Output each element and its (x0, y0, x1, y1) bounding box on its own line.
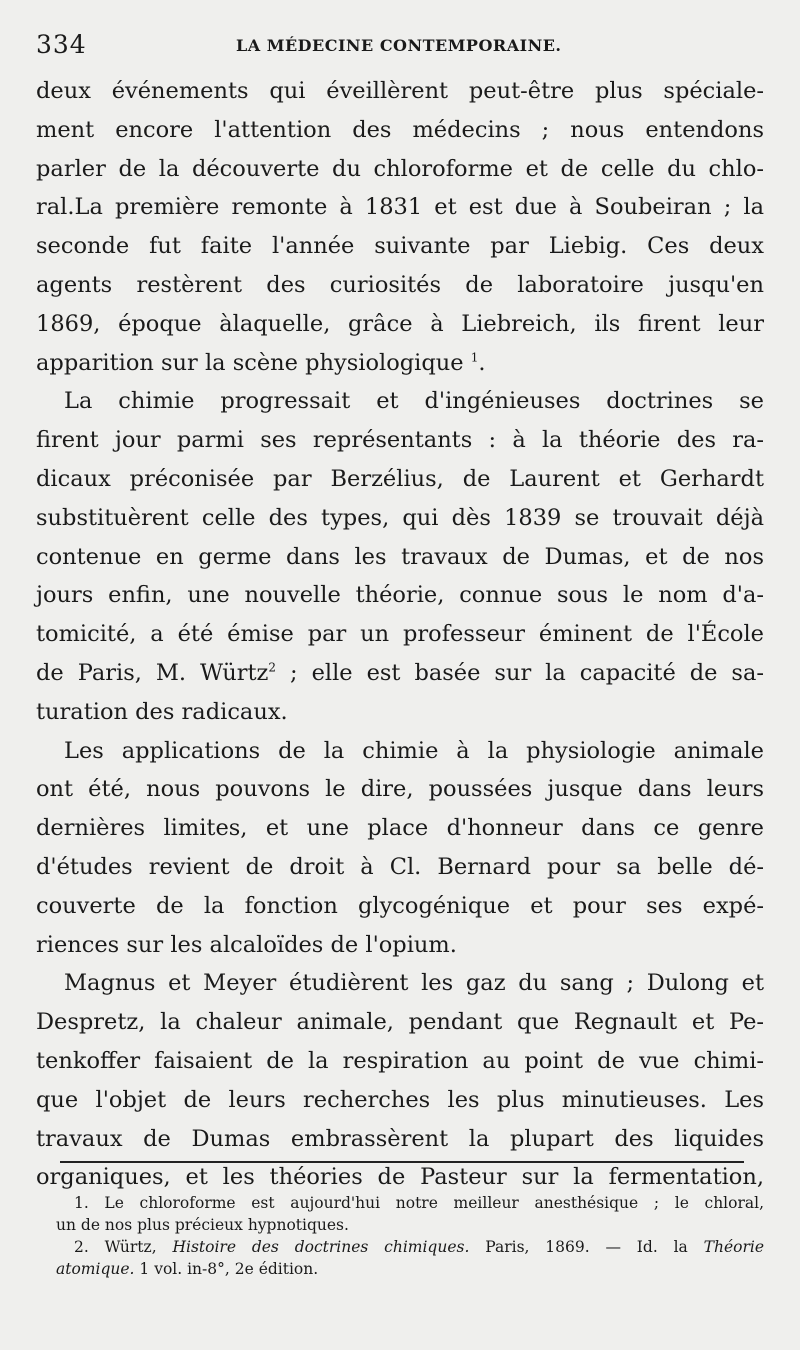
text-line: deux événements qui éveillèrent peut-être plus spéciale- (36, 78, 764, 104)
text-line: que l'objet de leurs recherches les plus minutieuses. Les (36, 1086, 764, 1113)
text-line: jours enfin, une nouvelle théorie, connue sous le nom d'a- (36, 582, 764, 609)
text-line: La chimie progressait et d'ingénieuses doctrines se (64, 388, 764, 415)
footnote-2-prefix: 2. Würtz, (74, 1238, 157, 1256)
footnote-2-title: Histoire des doctrines chimiques. (172, 1238, 470, 1256)
text-line: riences sur les alcaloïdes de l'opium. (36, 931, 457, 958)
text-line: seconde fut faite l'année suivante par Liebig. Ces deux (36, 233, 764, 260)
footnote-2-title-part: Théorie (703, 1238, 764, 1256)
text-segment: . (478, 349, 486, 376)
running-title: LA MÉDECINE CONTEMPORAINE. (236, 36, 562, 55)
text-line (36, 344, 764, 383)
text-segment: apparition sur la scène physiologique (36, 349, 464, 376)
text-line: Les applications de la chimie à la physiologie animale (64, 737, 764, 764)
footnotes (56, 1192, 764, 1280)
footnote-2-line (56, 1258, 764, 1280)
text-line: ont été, nous pouvons le dire, poussées jusque dans leurs (36, 776, 764, 803)
footnote-2-mid: Paris, 1869. — Id. la (485, 1238, 688, 1256)
text-line: ral.La première remonte à 1831 et est due à Soubeiran ; la (36, 194, 764, 221)
text-line: dernières limites, et une place d'honneur dans ce genre (36, 815, 764, 842)
text-line: dicaux préconisée par Berzélius, de Laurent et Gerhardt (36, 465, 764, 492)
footnote-1-line: 1. Le chloroforme est aujourd'hui notre meilleur anesthésique ; le chloral, (74, 1194, 764, 1212)
page-header (36, 30, 766, 66)
text-line: travaux de Dumas embrassèrent la plupart des liquides (36, 1125, 764, 1152)
text-line: agents restèrent des curiosités de laboratoire jusqu'en (36, 271, 764, 298)
text-line: couverte de la fonction glycogénique et pour ses expé- (36, 892, 764, 919)
footnote-ref-2: 2 (268, 660, 277, 675)
text-line: tenkoffer faisaient de la respiration au point de vue chimi- (36, 1047, 764, 1074)
footnote-divider (60, 1161, 744, 1163)
text-line: firent jour parmi ses représentants : à la théorie des ra- (36, 427, 764, 454)
text-line: turation des radicaux. (36, 698, 288, 725)
text-line (36, 654, 764, 693)
text-line: organiques, et les théories de Pasteur sur la fermentation, (36, 1164, 764, 1191)
text-line: d'études revient de droit à Cl. Bernard pour sa belle dé- (36, 853, 764, 880)
text-line: 1869, époque àlaquelle, grâce à Liebreich, ils firent leur (36, 310, 764, 337)
text-segment: de Paris, M. Würtz (36, 659, 269, 686)
footnote-1-line: un de nos plus précieux hypnotiques. (56, 1216, 349, 1234)
body-text (36, 72, 764, 1197)
text-line: ment encore l'attention des médecins ; nous entendons (36, 116, 764, 143)
text-segment: ; elle est basée sur la capacité de sa- (290, 659, 764, 686)
text-line: parler de la découverte du chloroforme et de celle du chlo- (36, 155, 764, 182)
footnote-ref-1: 1 (470, 350, 479, 365)
footnote-2-end: 1 vol. in-8°, 2e édition. (139, 1260, 319, 1278)
footnote-2-title-part: atomique. (56, 1260, 135, 1278)
text-line: substituèrent celle des types, qui dès 1839 se trouvait déjà (36, 504, 764, 531)
text-line: Magnus et Meyer étudièrent les gaz du sang ; Dulong et (64, 970, 764, 997)
text-line: contenue en germe dans les travaux de Dumas, et de nos (36, 543, 764, 570)
text-line: Despretz, la chaleur animale, pendant que Regnault et Pe- (36, 1009, 764, 1036)
footnote-2-line (56, 1236, 764, 1258)
text-line: tomicité, a été émise par un professeur éminent de l'École (36, 621, 764, 648)
page-number: 334 (36, 30, 87, 59)
